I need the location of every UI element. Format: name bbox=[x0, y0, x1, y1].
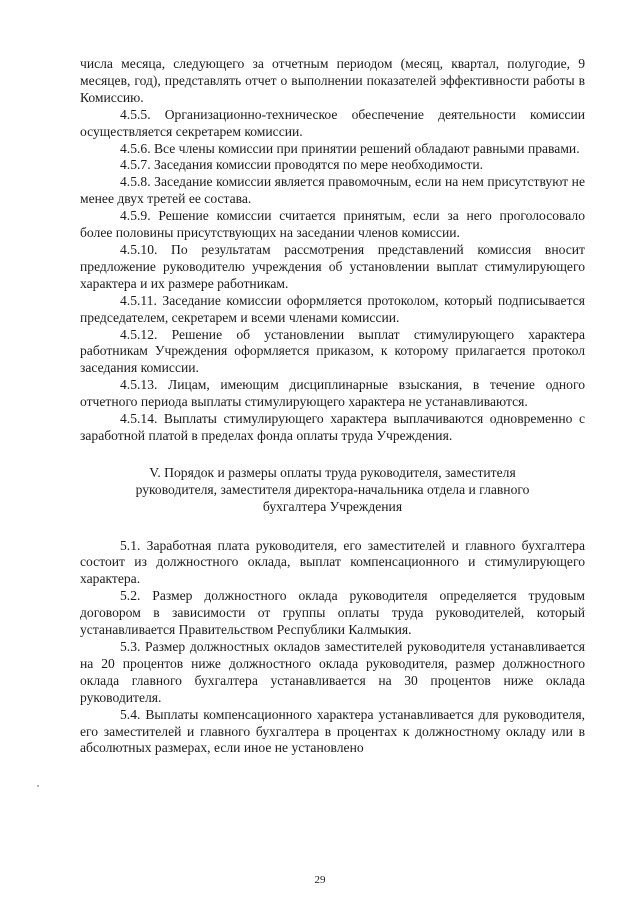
scan-speck bbox=[37, 785, 39, 787]
paragraph-4-5-13: 4.5.13. Лицам, имеющим дисциплинарные взыскания, в течение одного отчетного периода выплаты стимулирующего характера не устанавливаются. bbox=[80, 377, 585, 410]
paragraph-5-4: 5.4. Выплаты компенсационного характера устанавливается для руководителя, его заместителей и главного бухгалтера в процентах к должностному окладу или в абсолютных размерах, если иное не установлено bbox=[80, 706, 585, 756]
paragraph-4-5-8: 4.5.8. Заседание комиссии является правомочным, если на нем присутствуют не менее двух третей ее состава. bbox=[80, 174, 585, 207]
paragraph-continuation: числа месяца, следующего за отчетным периодом (месяц, квартал, полугодие, 9 месяцев, год), представлять отчет о выполнении показателей эффективности работы в Комиссию. bbox=[80, 56, 585, 105]
paragraph-4-5-6: 4.5.6. Все члены комиссии при принятии решений обладают равными правами. bbox=[120, 140, 580, 156]
paragraph-5-3: 5.3. Размер должностных окладов заместителей руководителя устанавливается на 20 процентов ниже должностного оклада руководителя, размер должностного оклада главного бухгалтера устанавливается на 30 процентов ниже оклада руководителя. bbox=[80, 639, 585, 705]
paragraph-4-5-14: 4.5.14. Выплаты стимулирующего характера выплачиваются одновременно с заработной платой в пределах фонда оплаты труда Учреждения. bbox=[80, 411, 585, 443]
section-heading: V. Порядок и размеры оплаты труда руководителя, заместителя руководителя, заместителя директора-начальника отдела и главного бухгалтера Учреждения bbox=[135, 464, 530, 514]
paragraph-4-5-12: 4.5.12. Решение об установлении выплат стимулирующего характера работникам Учреждения оформляется приказом, к которому прилагается протокол заседания комиссии. bbox=[80, 326, 585, 376]
paragraph-4-5-9: 4.5.9. Решение комиссии считается принятым, если за него проголосовало более половины присутствующих на заседании членов комиссии. bbox=[80, 208, 585, 241]
paragraph-4-5-5: 4.5.5. Организационно-техническое обеспечение деятельности комиссии осуществляется секретарем комиссии. bbox=[80, 106, 585, 139]
document-page bbox=[80, 56, 585, 757]
page-number: 29 bbox=[314, 874, 326, 886]
paragraph-4-5-7: 4.5.7. Заседания комиссии проводятся по мере необходимости. bbox=[120, 157, 484, 173]
paragraph-4-5-10: 4.5.10. По результатам рассмотрения представлений комиссия вносит предложение руководителю учреждения об установлении выплат стимулирующего характера и их размере работникам. bbox=[80, 241, 585, 291]
paragraph-5-1: 5.1. Заработная плата руководителя, его заместителей и главного бухгалтера состоит из должностного оклада, выплат компенсационного и стимулирующего характера. bbox=[80, 537, 585, 587]
paragraph-5-2: 5.2. Размер должностного оклада руководителя определяется трудовым договором в зависимости от группы оплаты труда руководителей, который устанавливается Правительством Республики Калмыкия. bbox=[80, 588, 585, 638]
paragraph-4-5-11: 4.5.11. Заседание комиссии оформляется протоколом, который подписывается председателем, секретарем и всеми членами комиссии. bbox=[80, 292, 585, 325]
